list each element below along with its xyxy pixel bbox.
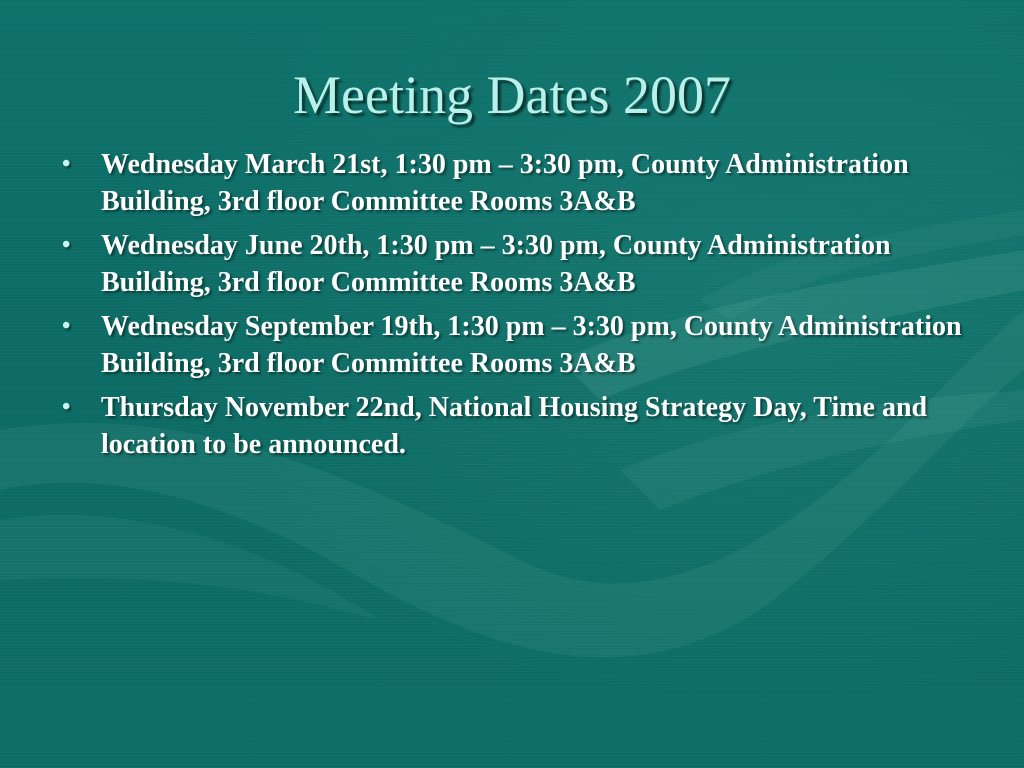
bullet-icon: •	[62, 394, 71, 420]
list-item	[56, 389, 976, 463]
list-item-text: Wednesday June 20th, 1:30 pm – 3:30 pm, County Administration Building, 3rd floor Committee Rooms 3A&B	[101, 230, 891, 298]
bullet-icon: •	[62, 313, 71, 339]
list-item-text: Thursday November 22nd, National Housing Strategy Day, Time and location to be announced.	[101, 392, 928, 460]
list-item	[56, 308, 976, 382]
list-item-text: Wednesday September 19th, 1:30 pm – 3:30 pm, County Administration Building, 3rd floor Committee Rooms 3A&B	[101, 311, 962, 379]
bullet-icon: •	[62, 151, 71, 177]
list-item-text: Wednesday March 21st, 1:30 pm – 3:30 pm, County Administration Building, 3rd floor Committee Rooms 3A&B	[101, 149, 909, 217]
list-item	[56, 146, 976, 220]
slide-title: Meeting Dates 2007	[293, 65, 731, 125]
bullet-icon: •	[62, 232, 71, 258]
meeting-dates-list	[56, 146, 976, 470]
list-item	[56, 227, 976, 301]
